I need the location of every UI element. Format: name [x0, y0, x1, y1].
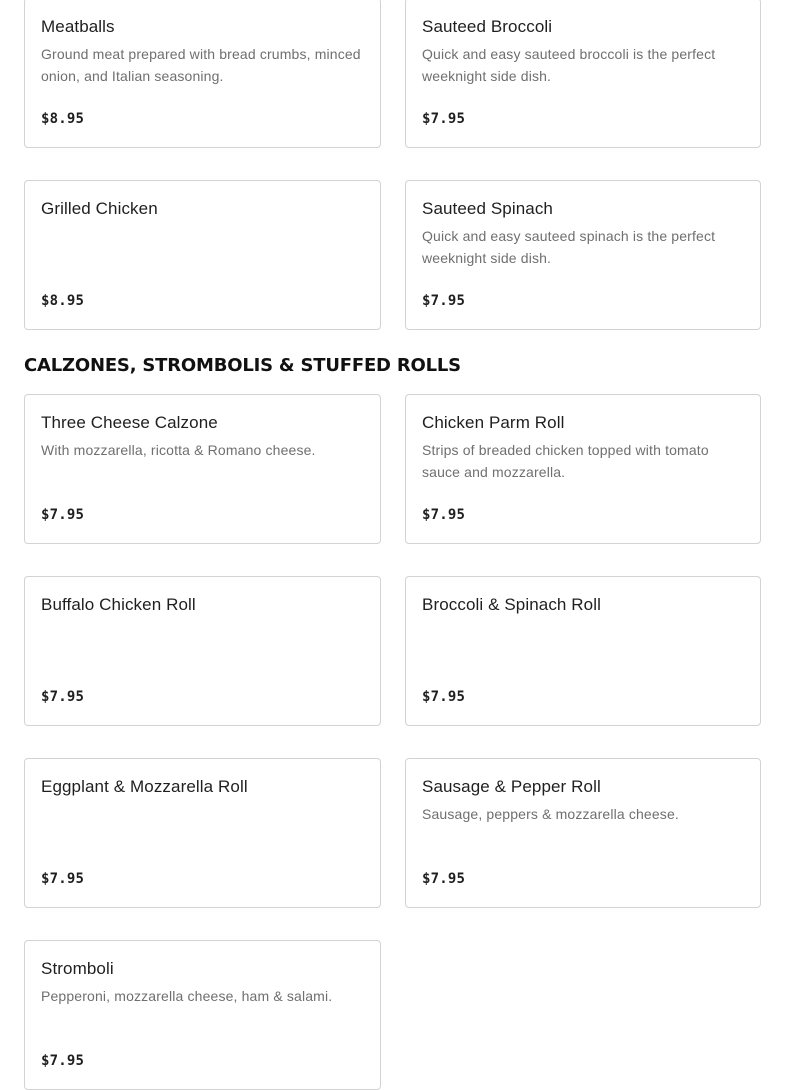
item-description: Pepperoni, mozzarella cheese, ham & salami.	[41, 988, 333, 1004]
menu-item-card[interactable]	[24, 758, 381, 908]
section-title: CALZONES, STROMBOLIS & STUFFED ROLLS	[24, 355, 461, 376]
menu-grid-calzones	[24, 394, 761, 1090]
item-price: $7.95	[422, 111, 466, 127]
item-description: Quick and easy sauteed spinach is the perfect weeknight side dish.	[422, 228, 716, 266]
item-name: Sauteed Broccoli	[422, 17, 553, 36]
menu-item-card[interactable]	[24, 576, 381, 726]
item-name: Chicken Parm Roll	[422, 413, 565, 432]
item-name: Grilled Chicken	[41, 199, 158, 218]
item-name: Sauteed Spinach	[422, 199, 553, 218]
item-name: Broccoli & Spinach Roll	[422, 595, 601, 614]
menu-item-card[interactable]	[24, 394, 381, 544]
item-description: With mozzarella, ricotta & Romano cheese.	[41, 442, 316, 458]
item-description: Quick and easy sauteed broccoli is the perfect weeknight side dish.	[422, 46, 716, 84]
item-price: $8.95	[41, 293, 85, 309]
menu-item-card[interactable]	[24, 180, 381, 330]
menu-item-card[interactable]	[405, 394, 761, 544]
item-name: Meatballs	[41, 17, 115, 36]
item-price: $7.95	[422, 507, 466, 523]
menu-grid-sides	[24, 0, 761, 330]
item-price: $8.95	[41, 111, 85, 127]
item-name: Stromboli	[41, 959, 114, 978]
item-price: $7.95	[41, 871, 85, 887]
item-name: Sausage & Pepper Roll	[422, 777, 601, 796]
item-price: $7.95	[41, 689, 85, 705]
item-price: $7.95	[41, 507, 85, 523]
item-price: $7.95	[422, 871, 466, 887]
item-description: Ground meat prepared with bread crumbs, minced onion, and Italian seasoning.	[41, 46, 361, 84]
item-price: $7.95	[422, 689, 466, 705]
menu-item-card[interactable]	[405, 576, 761, 726]
menu-item-card[interactable]	[24, 0, 381, 148]
item-name: Eggplant & Mozzarella Roll	[41, 777, 248, 796]
item-description: Strips of breaded chicken topped with tomato sauce and mozzarella.	[422, 442, 709, 480]
menu-item-card[interactable]	[405, 180, 761, 330]
menu-item-card[interactable]	[405, 758, 761, 908]
item-description: Sausage, peppers & mozzarella cheese.	[422, 806, 679, 822]
menu-item-card[interactable]	[24, 940, 381, 1090]
item-price: $7.95	[422, 293, 466, 309]
item-price: $7.95	[41, 1053, 85, 1069]
item-name: Three Cheese Calzone	[41, 413, 218, 432]
item-name: Buffalo Chicken Roll	[41, 595, 196, 614]
menu-item-card[interactable]	[405, 0, 761, 148]
menu-page	[24, 0, 761, 1090]
